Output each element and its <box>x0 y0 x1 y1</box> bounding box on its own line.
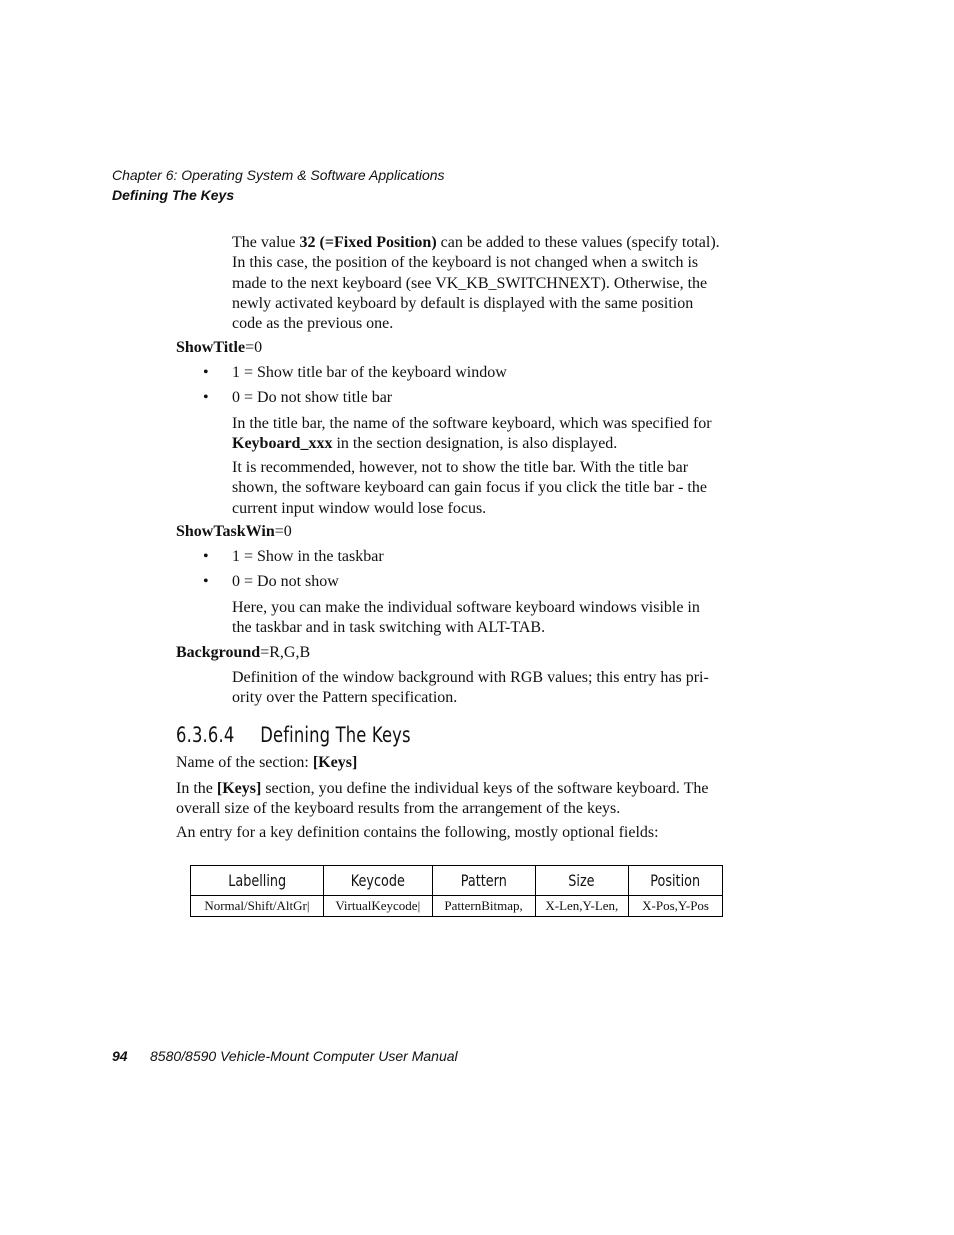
showtitle-entry <box>176 339 262 357</box>
keyboard-xxx-term: Keyboard_xxx <box>232 435 333 453</box>
page-number: 94 <box>112 1048 128 1064</box>
intro-paragraph <box>232 233 738 334</box>
showtitle-value: =0 <box>245 339 263 356</box>
table-cell: VirtualKeycode| <box>323 896 432 917</box>
running-header-chapter: Chapter 6: Operating System & Software Applications <box>112 167 445 183</box>
showtaskwin-bullet-2: 0 = Do not show <box>232 573 339 590</box>
showtitle-bullet-1: 1 = Show title bar of the keyboard window <box>232 364 507 381</box>
table-header-cell: Keycode <box>323 866 432 896</box>
table-cell: PatternBitmap, <box>432 896 535 917</box>
manual-title: 8580/8590 Vehicle-Mount Computer User Manual <box>150 1048 458 1064</box>
background-term: Background <box>176 644 261 661</box>
table-row <box>191 896 723 917</box>
table-header-row <box>191 866 723 896</box>
table-cell: X-Len,Y-Len, <box>535 896 629 917</box>
table-cell: X-Pos,Y-Pos <box>629 896 723 917</box>
intro-line: newly activated keyboard by default is displayed with the same position <box>232 294 694 312</box>
keys-term: [Keys] <box>216 780 262 797</box>
showtitle-para-1-line-1: In the title bar, the name of the software keyboard, which was specified for <box>232 415 712 432</box>
section-paragraph-2: An entry for a key definition contains the following, mostly optional fields: <box>176 824 659 841</box>
showtitle-para-2 <box>232 458 738 519</box>
section-heading <box>176 723 411 747</box>
showtaskwin-bullet-1: 1 = Show in the taskbar <box>232 548 384 565</box>
section-name-keys: [Keys] <box>312 754 358 771</box>
section-paragraph-1-line-1: In the [Keys] section, you define the individual keys of the software keyboard. The <box>176 780 709 797</box>
background-para <box>232 668 738 709</box>
showtitle-para-2-line: current input window would lose focus. <box>232 499 487 517</box>
intro-line: made to the next keyboard (see VK_KB_SWITCHNEXT). Otherwise, the <box>232 274 708 292</box>
table-header-cell: Pattern <box>432 866 535 896</box>
table-header-cell: Labelling <box>191 866 324 896</box>
intro-line: code as the previous one. <box>232 315 394 333</box>
intro-line: In this case, the position of the keyboard is not changed when a switch is <box>232 254 699 272</box>
showtitle-para-2-line: It is recommended, however, not to show the title bar. With the title bar <box>232 459 689 476</box>
section-number: 6.3.6.4 <box>176 723 235 747</box>
showtaskwin-para-line: the taskbar and in task switching with ALT-TAB. <box>232 619 546 637</box>
table-header-cell: Position <box>629 866 723 896</box>
showtaskwin-para <box>232 598 738 639</box>
showtitle-para-1 <box>232 414 738 455</box>
bullet-icon: • <box>203 364 209 381</box>
background-entry <box>176 644 310 662</box>
showtaskwin-value: =0 <box>274 523 292 540</box>
key-definition-table <box>190 865 723 917</box>
showtitle-para-2-line: shown, the software keyboard can gain focus if you click the title bar - the <box>232 479 707 497</box>
fixed-position-value: 32 (=Fixed Position) <box>299 234 437 251</box>
showtitle-term: ShowTitle <box>176 339 246 356</box>
background-para-line: Definition of the window background with RGB values; this entry has pri- <box>232 669 709 686</box>
section-paragraph-1-line-2: overall size of the keyboard results from the arrangement of the keys. <box>176 800 621 818</box>
background-para-line: ority over the Pattern specification. <box>232 689 458 707</box>
table-cell: Normal/Shift/AltGr| <box>191 896 324 917</box>
background-value: =R,G,B <box>260 644 311 661</box>
table-header-cell: Size <box>535 866 629 896</box>
showtitle-para-1-line-2: Keyboard_xxx in the section designation, is also displayed. <box>232 435 618 453</box>
intro-line-1: The value 32 (=Fixed Position) can be added to these values (specify total). <box>232 234 720 251</box>
bullet-icon: • <box>203 573 209 590</box>
section-title: Defining The Keys <box>260 723 411 747</box>
showtaskwin-para-line: Here, you can make the individual software keyboard windows visible in <box>232 599 700 616</box>
section-name-line: Name of the section: [Keys] <box>176 754 358 771</box>
section-paragraph-1 <box>176 779 738 820</box>
showtaskwin-term: ShowTaskWin <box>176 523 275 540</box>
showtaskwin-entry <box>176 523 292 541</box>
running-header-section: Defining The Keys <box>112 187 235 203</box>
showtitle-bullet-2: 0 = Do not show title bar <box>232 389 393 406</box>
bullet-icon: • <box>203 389 209 406</box>
bullet-icon: • <box>203 548 209 565</box>
